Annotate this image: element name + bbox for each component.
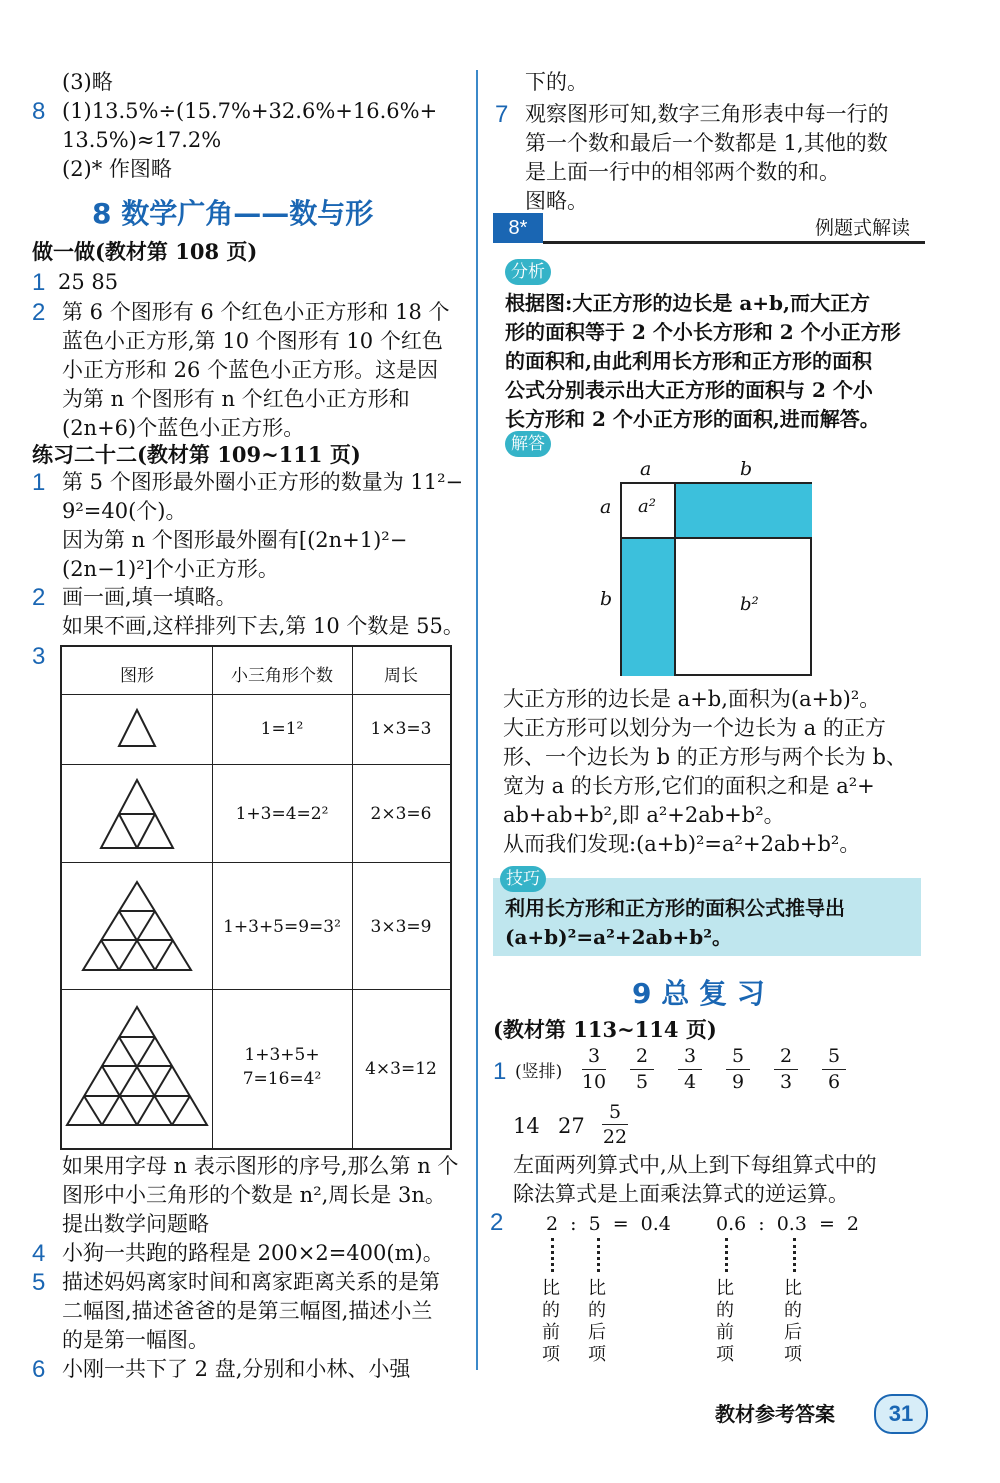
- q1-answer: 25 85: [58, 270, 119, 294]
- p1-line: (2n−1)²]个小正方形。: [62, 557, 279, 581]
- answer-tag: 解答: [505, 431, 551, 457]
- fraction-bar: [774, 1069, 798, 1070]
- q2-line: 为第 n 个图形有 n 个红色小正方形和: [62, 387, 410, 411]
- dotted-link: [597, 1238, 600, 1272]
- table-row: 1=1²: [260, 719, 304, 739]
- analysis-line: 长方形和 2 个小正方形的面积,进而解答。: [505, 407, 880, 431]
- row2-b: 27: [558, 1114, 585, 1138]
- p5-line: 的是第一幅图。: [62, 1328, 209, 1352]
- p1-line: 因为第 n 个图形最外圈有[(2n+1)²−: [62, 528, 408, 552]
- fraction-denominator: 5: [635, 1071, 649, 1093]
- p1-line: 9²=40(个)。: [62, 499, 187, 523]
- analysis-tag: 分析: [505, 259, 551, 285]
- q2-line: (2n+6)个蓝色小正方形。: [62, 416, 305, 440]
- p6-line: 小刚一共下了 2 盘,分别和小林、小强: [62, 1357, 411, 1381]
- r-q2-number: 2: [490, 1209, 504, 1236]
- after-table-line: 图形中小三角形的个数是 n²,周长是 3n。: [62, 1183, 446, 1207]
- p1-line: 第 5 个图形最外圈小正方形的数量为 11²−: [62, 470, 464, 494]
- label-top-a: a: [640, 458, 652, 480]
- q8-number: 8: [32, 98, 46, 125]
- r-q1-label: (竖排): [515, 1062, 563, 1082]
- section-8-title: 8 数学广角——数与形: [92, 197, 374, 230]
- triangle-figure-3: [62, 862, 212, 989]
- r-q1-number: 1: [493, 1058, 507, 1085]
- rect-ab-left: [622, 537, 676, 676]
- p1-number: 1: [32, 469, 46, 496]
- section-9-title: 9 总 复 习: [632, 977, 765, 1010]
- answer-line: 形、一个边长为 b 的正方形与两个长为 b、: [503, 745, 907, 769]
- q7-number: 7: [495, 101, 509, 128]
- r-q1-note: 左面两列算式中,从上到下每组算式中的: [513, 1153, 877, 1177]
- analysis-line: 公式分别表示出大正方形的面积与 2 个小: [505, 378, 873, 402]
- q7-line: 是上面一行中的相邻两个数的和。: [525, 160, 840, 184]
- label-top-b: b: [740, 458, 753, 480]
- answer-line: ab+ab+b²,即 a²+2ab+b²。: [503, 803, 785, 827]
- p3-number: 3: [32, 643, 46, 670]
- answer-line: 宽为 a 的长方形,它们的面积之和是 a²+: [503, 774, 875, 798]
- analysis-line: 的面积和,由此利用长方形和正方形的面积: [505, 349, 872, 373]
- fraction-numerator: 3: [587, 1045, 601, 1067]
- table-row: 1×3=3: [370, 719, 432, 739]
- q8-line1: (1)13.5%÷(15.7%+32.6%+16.6%+: [62, 99, 438, 123]
- label-b2: b²: [740, 594, 759, 615]
- table-header-shape: 图形: [120, 666, 154, 686]
- r-line: 下的。: [525, 70, 588, 94]
- subheading-zuoyizuo: 做一做(教材第 108 页): [32, 239, 258, 264]
- p6-number: 6: [32, 1356, 46, 1383]
- fraction-numerator: 5: [608, 1101, 622, 1123]
- table-row: 1+3+5=9=3²: [223, 917, 341, 937]
- p2-line: 如果不画,这样排列下去,第 10 个数是 55。: [62, 614, 464, 638]
- vertical-label-front: 比的前项: [542, 1278, 560, 1365]
- vertical-label-front: 比的前项: [716, 1278, 734, 1365]
- analysis-line: 形的面积等于 2 个小长方形和 2 个小正方形: [505, 320, 901, 344]
- ratio-1: 2 : 5 = 0.4: [546, 1213, 671, 1235]
- label-left-b: b: [600, 588, 613, 610]
- dotted-link: [793, 1238, 796, 1272]
- fraction-bar: [630, 1069, 654, 1070]
- footer-label: 教材参考答案: [715, 1402, 835, 1426]
- table-row: 1+3+5+: [244, 1045, 320, 1065]
- dotted-link: [725, 1238, 728, 1272]
- q8-line3: (2)* 作图略: [62, 157, 172, 181]
- example-badge: 8*: [493, 213, 543, 243]
- q7-line: 图略。: [525, 189, 588, 213]
- p5-line: 描述妈妈离家时间和离家距离关系的是第: [62, 1270, 440, 1294]
- page-number: 31: [874, 1394, 928, 1434]
- fraction-denominator: 22: [602, 1126, 628, 1148]
- row2-a: 14: [513, 1114, 540, 1138]
- table-row: 3×3=9: [370, 917, 432, 937]
- table-row: 7=16=4²: [242, 1069, 322, 1089]
- q2-line: 第 6 个图形有 6 个红色小正方形和 18 个: [62, 300, 450, 324]
- rect-ab-top: [674, 484, 812, 539]
- fraction-denominator: 3: [779, 1071, 793, 1093]
- q1-number: 1: [32, 269, 46, 296]
- fraction-numerator: 2: [635, 1045, 649, 1067]
- vertical-label-back: 比的后项: [588, 1278, 606, 1365]
- p5-line: 二幅图,描述爸爸的是第三幅图,描述小兰: [62, 1299, 433, 1323]
- table-row: 2×3=6: [370, 804, 432, 824]
- p5-number: 5: [32, 1269, 46, 1296]
- p2-line: 画一画,填一填略。: [62, 585, 237, 609]
- fraction-denominator: 9: [731, 1071, 745, 1093]
- fraction-numerator: 5: [731, 1045, 745, 1067]
- q8-line2: 13.5%)≈17.2%: [62, 128, 222, 152]
- square-diagram: [620, 482, 812, 676]
- fraction-denominator: 6: [827, 1071, 841, 1093]
- answer-line: 大正方形可以划分为一个边长为 a 的正方: [503, 716, 886, 740]
- ratio-2: 0.6 : 0.3 = 2: [716, 1213, 860, 1235]
- answer-line: 从而我们发现:(a+b)²=a²+2ab+b²。: [503, 832, 861, 856]
- q2-number: 2: [32, 299, 46, 326]
- table-header-perimeter: 周长: [384, 666, 418, 686]
- p4-line: 小狗一共跑的路程是 200×2=400(m)。: [62, 1241, 444, 1265]
- example-title: 例题式解读: [815, 217, 911, 239]
- fraction-bar: [582, 1069, 606, 1070]
- q7-line: 第一个数和最后一个数都是 1,其他的数: [525, 131, 888, 155]
- triangle-table: [60, 645, 452, 1150]
- triangle-figure-2: [62, 764, 212, 862]
- label-a2: a²: [638, 496, 656, 517]
- dotted-link: [551, 1238, 554, 1272]
- p4-number: 4: [32, 1240, 46, 1267]
- table-row: 4×3=12: [365, 1059, 437, 1079]
- column-divider: [476, 70, 478, 1370]
- tip-tag: 技巧: [500, 866, 546, 892]
- fraction-bar: [822, 1069, 846, 1070]
- label-left-a: a: [600, 496, 612, 518]
- answer-line: 大正方形的边长是 a+b,面积为(a+b)²。: [503, 687, 881, 711]
- table-row: 1+3=4=2²: [235, 804, 329, 824]
- q7-line: 观察图形可知,数字三角形表中每一行的: [525, 102, 889, 126]
- fraction-bar: [726, 1069, 750, 1070]
- tip-line: 利用长方形和正方形的面积公式推导出: [505, 896, 845, 920]
- subheading-exercise-22: 练习二十二(教材第 109~111 页): [32, 442, 361, 467]
- fraction-bar: [678, 1069, 702, 1070]
- r-q1-note: 除法算式是上面乘法算式的逆运算。: [513, 1182, 849, 1206]
- q2-line: 蓝色小正方形,第 10 个图形有 10 个红色: [62, 329, 443, 353]
- tip-line: (a+b)²=a²+2ab+b²。: [505, 925, 732, 949]
- fraction-numerator: 5: [827, 1045, 841, 1067]
- p2-number: 2: [32, 584, 46, 611]
- line-3-omit: (3)略: [62, 70, 113, 94]
- analysis-line: 根据图:大正方形的边长是 a+b,而大正方: [505, 291, 871, 315]
- fraction-denominator: 10: [581, 1071, 607, 1093]
- fraction-bar: [602, 1124, 628, 1125]
- fraction-numerator: 3: [683, 1045, 697, 1067]
- after-table-line: 如果用字母 n 表示图形的序号,那么第 n 个: [62, 1154, 459, 1178]
- subheading-113: (教材第 113~114 页): [493, 1017, 717, 1042]
- triangle-figure-1: [62, 694, 212, 764]
- vertical-label-back: 比的后项: [784, 1278, 802, 1365]
- after-table-line: 提出数学问题略: [62, 1212, 209, 1236]
- q2-line: 小正方形和 26 个蓝色小正方形。这是因: [62, 358, 439, 382]
- table-header-count: 小三角形个数: [231, 666, 333, 686]
- fraction-numerator: 2: [779, 1045, 793, 1067]
- triangle-figure-4: [62, 989, 212, 1149]
- fraction-denominator: 4: [683, 1071, 697, 1093]
